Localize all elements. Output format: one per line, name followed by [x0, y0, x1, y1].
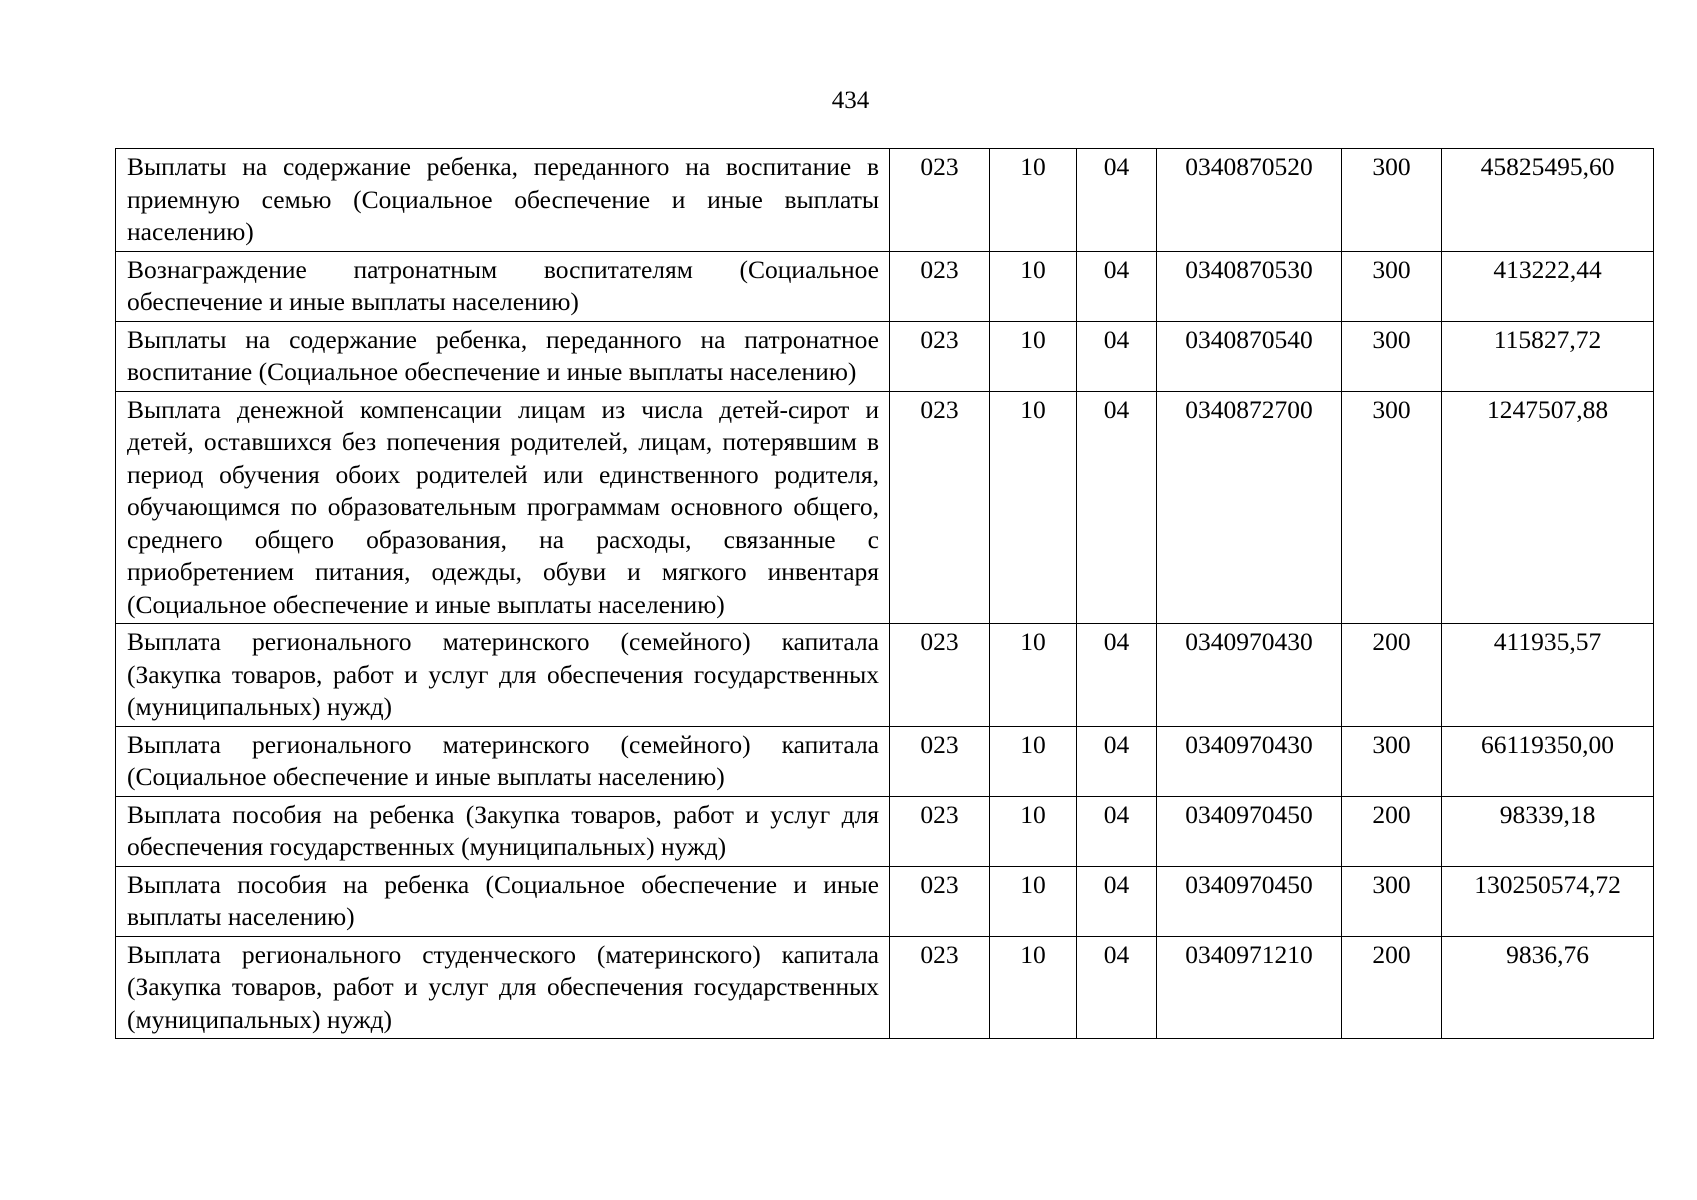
target-article-cell: 0340870520 [1157, 149, 1342, 252]
ministry-code-cell: 023 [890, 866, 990, 936]
description-cell: Выплата регионального материнского (семейного) капитала (Закупка товаров, работ и услуг для обеспечения государственных (муниципальных) нужд) [116, 624, 890, 727]
expense-type-cell: 300 [1342, 321, 1442, 391]
ministry-code-cell: 023 [890, 796, 990, 866]
target-article-cell: 0340970430 [1157, 726, 1342, 796]
subsection-code-cell: 04 [1077, 149, 1157, 252]
table-row [116, 624, 1654, 727]
amount-cell: 411935,57 [1442, 624, 1654, 727]
amount-cell: 130250574,72 [1442, 866, 1654, 936]
section-code-cell: 10 [990, 391, 1077, 624]
section-code-cell: 10 [990, 251, 1077, 321]
subsection-code-cell: 04 [1077, 936, 1157, 1039]
amount-cell: 98339,18 [1442, 796, 1654, 866]
target-article-cell: 0340970450 [1157, 796, 1342, 866]
table-row [116, 726, 1654, 796]
table-row [116, 251, 1654, 321]
section-code-cell: 10 [990, 726, 1077, 796]
section-code-cell: 10 [990, 149, 1077, 252]
target-article-cell: 0340872700 [1157, 391, 1342, 624]
amount-cell: 45825495,60 [1442, 149, 1654, 252]
description-cell: Выплата пособия на ребенка (Социальное обеспечение и иные выплаты населению) [116, 866, 890, 936]
table-row [116, 391, 1654, 624]
section-code-cell: 10 [990, 796, 1077, 866]
budget-table [115, 148, 1654, 1039]
ministry-code-cell: 023 [890, 149, 990, 252]
section-code-cell: 10 [990, 624, 1077, 727]
ministry-code-cell: 023 [890, 624, 990, 727]
description-cell: Выплаты на содержание ребенка, переданного на воспитание в приемную семью (Социальное обеспечение и иные выплаты населению) [116, 149, 890, 252]
target-article-cell: 0340870530 [1157, 251, 1342, 321]
subsection-code-cell: 04 [1077, 796, 1157, 866]
amount-cell: 66119350,00 [1442, 726, 1654, 796]
expense-type-cell: 300 [1342, 866, 1442, 936]
expense-type-cell: 300 [1342, 149, 1442, 252]
expense-type-cell: 300 [1342, 726, 1442, 796]
subsection-code-cell: 04 [1077, 321, 1157, 391]
subsection-code-cell: 04 [1077, 251, 1157, 321]
ministry-code-cell: 023 [890, 726, 990, 796]
table-row [116, 149, 1654, 252]
target-article-cell: 0340971210 [1157, 936, 1342, 1039]
expense-type-cell: 200 [1342, 624, 1442, 727]
table-row [116, 866, 1654, 936]
description-cell: Вознаграждение патронатным воспитателям (Социальное обеспечение и иные выплаты населению) [116, 251, 890, 321]
description-cell: Выплата регионального материнского (семейного) капитала (Социальное обеспечение и иные выплаты населению) [116, 726, 890, 796]
description-cell: Выплата пособия на ребенка (Закупка товаров, работ и услуг для обеспечения государственных (муниципальных) нужд) [116, 796, 890, 866]
target-article-cell: 0340870540 [1157, 321, 1342, 391]
target-article-cell: 0340970450 [1157, 866, 1342, 936]
description-cell: Выплаты на содержание ребенка, переданного на патронатное воспитание (Социальное обеспечение и иные выплаты населению) [116, 321, 890, 391]
ministry-code-cell: 023 [890, 936, 990, 1039]
section-code-cell: 10 [990, 866, 1077, 936]
target-article-cell: 0340970430 [1157, 624, 1342, 727]
subsection-code-cell: 04 [1077, 866, 1157, 936]
table-row [116, 936, 1654, 1039]
table-row [116, 321, 1654, 391]
subsection-code-cell: 04 [1077, 624, 1157, 727]
expense-type-cell: 300 [1342, 391, 1442, 624]
subsection-code-cell: 04 [1077, 391, 1157, 624]
expense-type-cell: 200 [1342, 936, 1442, 1039]
subsection-code-cell: 04 [1077, 726, 1157, 796]
budget-table-body [116, 149, 1654, 1039]
ministry-code-cell: 023 [890, 321, 990, 391]
amount-cell: 115827,72 [1442, 321, 1654, 391]
ministry-code-cell: 023 [890, 391, 990, 624]
page-number [0, 86, 1697, 116]
table-row [116, 796, 1654, 866]
description-cell: Выплата денежной компенсации лицам из числа детей-сирот и детей, оставшихся без попечения родителей, лицам, потерявшим в период обучения обоих родителей или единственного родителя, обучающимся по образовательным программам основного общего, среднего общего образования, на расходы, связанные с приобретением питания, одежды, обуви и мягкого инвентаря (Социальное обеспечение и иные выплаты населению) [116, 391, 890, 624]
section-code-cell: 10 [990, 936, 1077, 1039]
amount-cell: 1247507,88 [1442, 391, 1654, 624]
amount-cell: 413222,44 [1442, 251, 1654, 321]
description-cell: Выплата регионального студенческого (материнского) капитала (Закупка товаров, работ и услуг для обеспечения государственных (муниципальных) нужд) [116, 936, 890, 1039]
amount-cell: 9836,76 [1442, 936, 1654, 1039]
expense-type-cell: 200 [1342, 796, 1442, 866]
expense-type-cell: 300 [1342, 251, 1442, 321]
ministry-code-cell: 023 [890, 251, 990, 321]
page-number-text: 434 [831, 87, 870, 114]
section-code-cell: 10 [990, 321, 1077, 391]
